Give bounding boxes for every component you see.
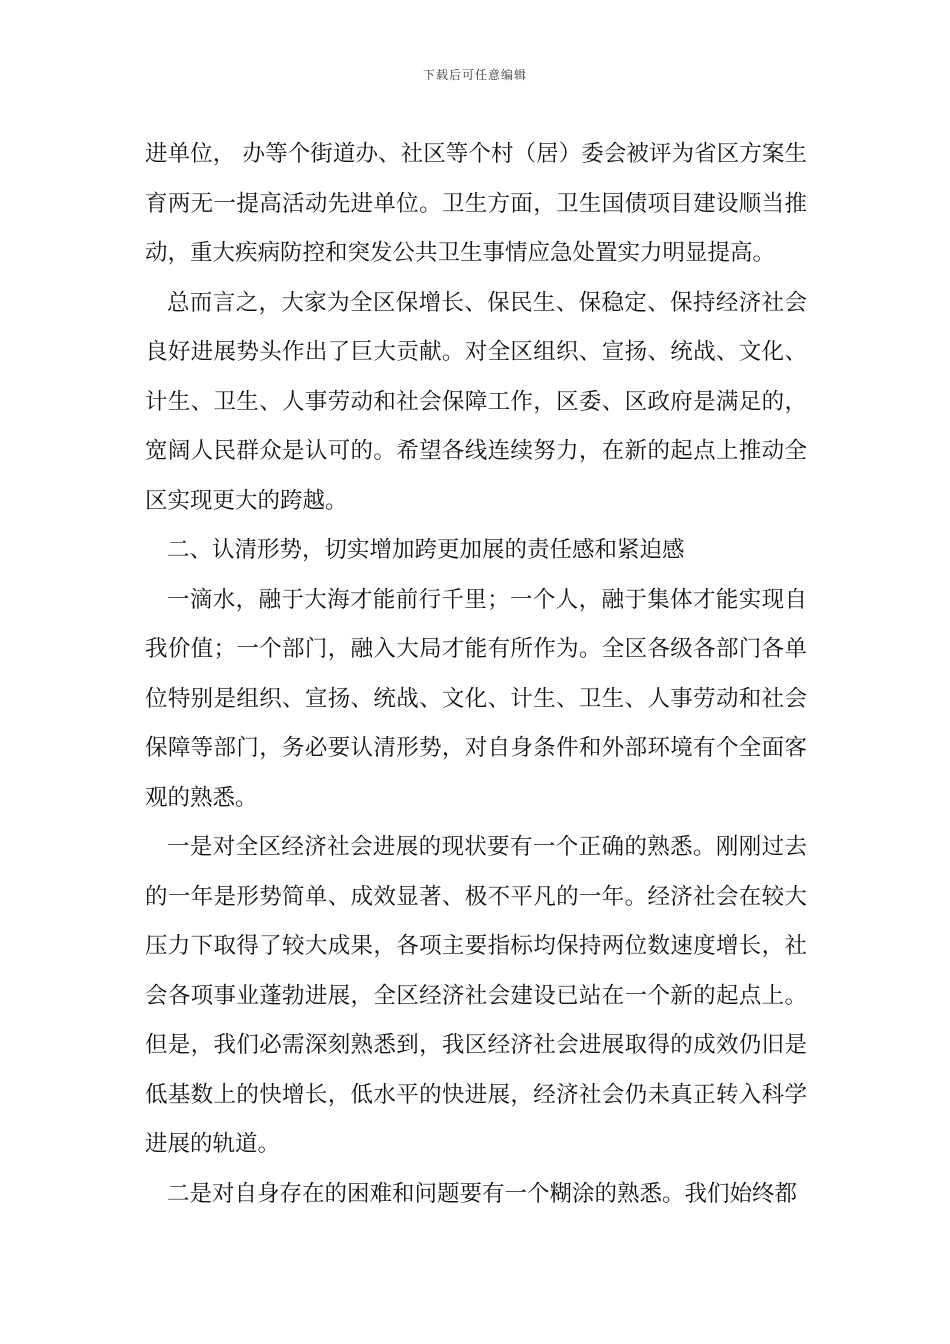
paragraph-2: 总而言之，大家为全区保增长、保民生、保稳定、保持经济社会良好进展势头作出了巨大贡献。对全区组织、宣扬、统战、文化、计生、卫生、人事劳动和社会保障工作，区委、区政府是满足的，宽阔人民群众是认可的。希望各线连续努力，在新的起点上推动全区实现更大的跨越。 <box>145 289 807 514</box>
section-heading: 二、认清形势，切实增加跨更加展的责任感和紧迫感 <box>167 537 685 563</box>
document-body <box>145 130 807 1219</box>
paragraph-5: 二是对自身存在的困难和问题要有一个糊涂的熟悉。我们始终都 <box>167 1180 798 1207</box>
paragraph-4: 一是对全区经济社会进展的现状要有一个正确的熟悉。刚刚过去的一年是形势简单、成效显著、极不平凡的一年。经济社会在较大压力下取得了较大成果，各项主要指标均保持两位数速度增长，社会各项事业蓬勃进展，全区经济社会建设已站在一个新的起点上。但是，我们必需深刻熟悉到，我区经济社会进展取得的成效仍旧是低基数上的快增长，低水平的快进展，经济社会仍未真正转入科学进展的轨道。 <box>145 834 807 1157</box>
paragraph-3: 一滴水，融于大海才能前行千里；一个人，融于集体才能实现自我价值；一个部门，融入大局才能有所作为。全区各级各部门各单位特别是组织、宣扬、统战、文化、计生、卫生、人事劳动和社会保障等部门，务必要认清形势，对自身条件和外部环境有个全面客观的熟悉。 <box>145 586 807 811</box>
page-header: 下载后可任意编辑 <box>422 68 527 82</box>
paragraph-1: 进单位， 办等个街道办、社区等个村（居）委会被评为省区方案生育两无一提高活动先进单位。卫生方面，卫生国债项目建设顺当推动，重大疾病防控和突发公共卫生事情应急处置实力明显提高。 <box>145 141 807 266</box>
